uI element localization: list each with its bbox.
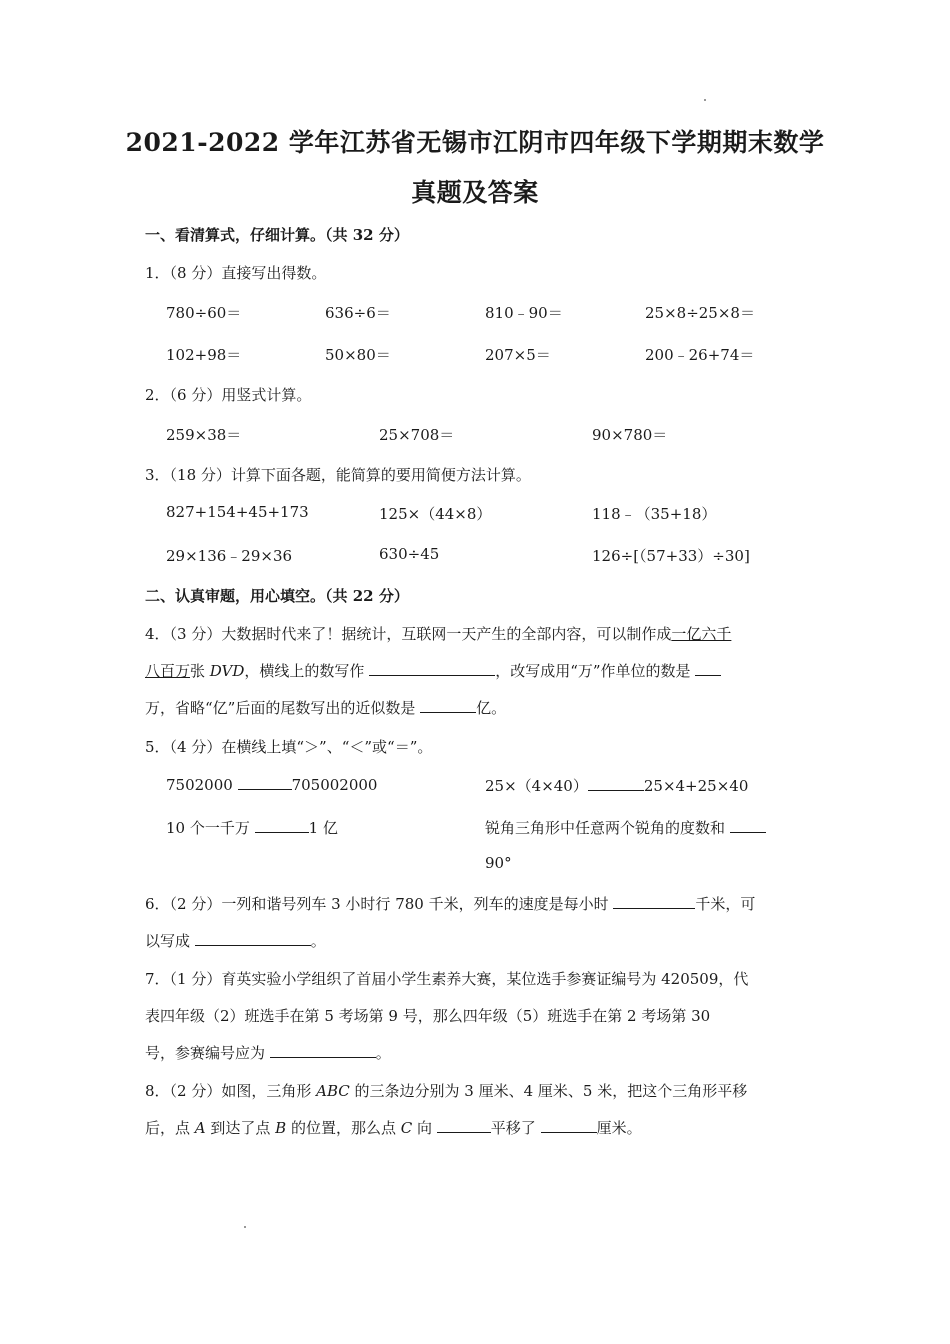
q1-item: 207×5＝ [485, 346, 551, 364]
q8-text: 向 [412, 1119, 437, 1137]
q3-item: 29×136﹣29×36 [166, 547, 293, 565]
q8-line-1 [145, 1080, 747, 1101]
q4-text: ，横线上的数写作 [244, 662, 370, 680]
q8-point-label: C [400, 1119, 413, 1137]
section-2-heading: 二、认真审题，用心填空。（共 22 分） [145, 587, 409, 605]
q5-text: 705002000 [291, 776, 378, 794]
q5-item-c [166, 817, 338, 838]
scan-dot [704, 99, 706, 101]
q7-text: 号，参赛编号应为 [145, 1044, 270, 1062]
q3-item: 126÷[（57+33）÷30] [592, 547, 750, 565]
scan-dot [244, 1226, 246, 1228]
q4-answer-blank [695, 661, 721, 676]
q4-text: 4．（3 分）大数据时代来了！据统计，互联网一天产生的全部内容，可以制作成 [145, 625, 672, 643]
q8-text: 后，点 [145, 1119, 195, 1137]
q4-underlined-number: 八百万 [145, 662, 191, 680]
q8-answer-blank [541, 1118, 597, 1133]
q4-answer-blank [420, 698, 476, 713]
q5-text: 25×（4×40） [485, 777, 588, 795]
q8-point-label: A [194, 1119, 206, 1137]
q8-line-2 [145, 1117, 642, 1138]
q7-text: 。 [375, 1044, 391, 1062]
q6-text: 以写成 [145, 932, 195, 950]
title-line-1: 2021-2022 学年江苏省无锡市江阴市四年级下学期期末数学 [125, 128, 825, 157]
title-line-2: 真题及答案 [411, 178, 539, 207]
q4-text: 张 [190, 662, 210, 680]
q5-text: 1 亿 [308, 819, 338, 837]
q4-dvd: DVD [209, 662, 245, 680]
q3-item: 630÷45 [379, 545, 440, 563]
q5-item-d-tail: 90° [485, 854, 512, 872]
q4-line-3 [145, 697, 506, 718]
q4-underlined-number: 一亿六千 [671, 625, 732, 643]
q8-text: 厘米。 [596, 1119, 642, 1137]
q6-text: 。 [310, 932, 326, 950]
q6-answer-blank [195, 931, 311, 946]
q5-item-d [485, 817, 766, 838]
q5-answer-blank [255, 818, 309, 833]
q6-text: 千米，可 [695, 895, 756, 913]
q4-text: 亿。 [476, 699, 507, 717]
q4-line-2 [145, 660, 721, 681]
q8-triangle-label: ABC [316, 1082, 350, 1100]
q6-text: 6．（2 分）一列和谐号列车 3 小时行 780 千米，列车的速度是每小时 [145, 895, 614, 913]
q6-answer-blank [613, 894, 695, 909]
q5-answer-blank [238, 775, 292, 790]
q4-text: 万，省略“亿”后面的尾数写出的近似数是 [145, 699, 421, 717]
section-1-heading: 一、看清算式，仔细计算。（共 32 分） [145, 226, 409, 244]
q3-item: 118﹣（35+18） [592, 505, 717, 523]
q2-item: 25×708＝ [379, 426, 455, 444]
q2-item: 90×780＝ [592, 426, 668, 444]
q7-line-2: 表四年级（2）班选手在第 5 考场第 9 号，那么四年级（5）班选手在第 2 考场第 30 [145, 1007, 711, 1025]
q8-answer-blank [437, 1118, 491, 1133]
q3-prompt: 3．（18 分）计算下面各题，能简算的要用简便方法计算。 [145, 466, 531, 484]
q8-text: 的三条边分别为 3 厘米、4 厘米、5 米，把这个三角形平移 [349, 1082, 748, 1100]
q2-item: 259×38＝ [166, 426, 242, 444]
q1-item: 780÷60＝ [166, 304, 242, 322]
q8-text: 8．（2 分）如图，三角形 [145, 1082, 317, 1100]
q3-item: 125×（44×8） [379, 505, 492, 523]
q1-item: 810﹣90＝ [485, 304, 563, 322]
q1-item: 50×80＝ [325, 346, 391, 364]
q3-item: 827+154+45+173 [166, 503, 309, 521]
q7-line-3 [145, 1042, 391, 1063]
q6-line-1 [145, 893, 755, 914]
q8-text: 到达了点 [205, 1119, 276, 1137]
q5-answer-blank [730, 818, 766, 833]
q2-prompt: 2．（6 分）用竖式计算。 [145, 386, 312, 404]
q1-item: 636÷6＝ [325, 304, 391, 322]
q4-line-1 [145, 623, 731, 644]
q5-item-b [485, 775, 748, 796]
q7-line-1: 7．（1 分）育英实验小学组织了首届小学生素养大赛，某位选手参赛证编号为 420509，代 [145, 970, 749, 988]
q5-text: 7502000 [166, 776, 238, 794]
q5-prompt: 5．（4 分）在横线上填“＞”、“＜”或“＝”。 [145, 738, 433, 756]
q5-text: 锐角三角形中任意两个锐角的度数和 [485, 819, 730, 837]
q5-text: 10 个一千万 [166, 819, 255, 837]
q8-point-label: B [275, 1119, 287, 1137]
q7-answer-blank [270, 1043, 376, 1058]
q1-item: 25×8÷25×8＝ [645, 304, 755, 322]
q4-answer-blank [369, 661, 495, 676]
q5-item-a [166, 775, 377, 794]
q5-answer-blank [588, 776, 644, 791]
q4-text: ，改写成用“万”作单位的数是 [495, 662, 696, 680]
q5-text: 25×4+25×40 [643, 777, 749, 795]
q6-line-2 [145, 930, 326, 951]
q8-text: 的位置，那么点 [286, 1119, 401, 1137]
q1-item: 102+98＝ [166, 346, 242, 364]
q1-prompt: 1．（8 分）直接写出得数。 [145, 264, 327, 282]
q1-item: 200﹣26+74＝ [645, 346, 755, 364]
q8-text: 平移了 [490, 1119, 541, 1137]
